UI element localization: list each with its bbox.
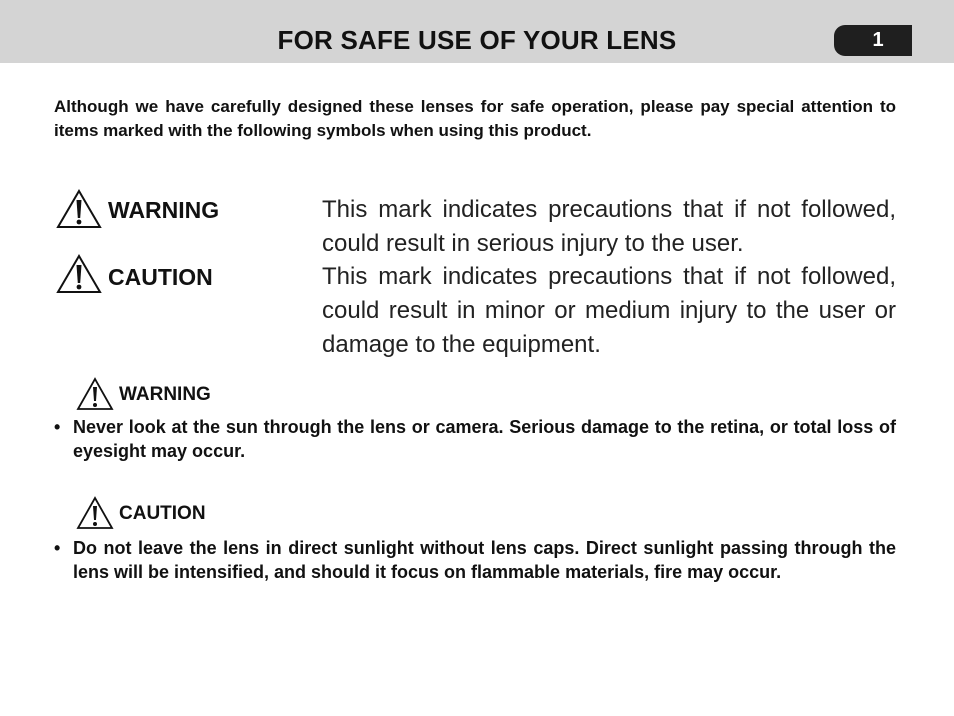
bullet-dot: • (54, 417, 61, 437)
symbol-label: CAUTION (108, 264, 213, 290)
section-heading-warning: WARNING (119, 384, 211, 405)
bullet-text: Never look at the sun through the lens or camera. Serious damage to the retina, or total loss of eyesight may occur. (73, 417, 896, 461)
list-item (54, 415, 896, 463)
warning-triangle-icon (56, 188, 102, 230)
intro-paragraph: Although we have carefully designed these lenses for safe operation, please pay special attention to items marked with the following symbols when using this product. (54, 97, 896, 140)
page-title: FOR SAFE USE OF YOUR LENS (277, 25, 677, 55)
bullet-text: Do not leave the lens in direct sunlight without lens caps. Direct sunlight passing through the lens will be intensified, and should it focus on flammable materials, fire may occur. (73, 538, 896, 582)
symbol-description: This mark indicates precautions that if not followed, could result in serious injury to the user. (322, 196, 896, 257)
page-number-badge: 1 (834, 25, 912, 56)
symbol-description: This mark indicates precautions that if not followed, could result in minor or medium injury to the user or damage to the equipment. (322, 263, 896, 358)
list-item (54, 536, 896, 584)
warning-triangle-icon (76, 496, 114, 531)
page-header (0, 0, 954, 63)
bullet-dot: • (54, 538, 61, 558)
warning-triangle-icon (56, 253, 102, 295)
warning-triangle-icon (76, 377, 114, 412)
section-heading-caution: CAUTION (119, 503, 206, 524)
symbol-label: WARNING (108, 197, 220, 223)
